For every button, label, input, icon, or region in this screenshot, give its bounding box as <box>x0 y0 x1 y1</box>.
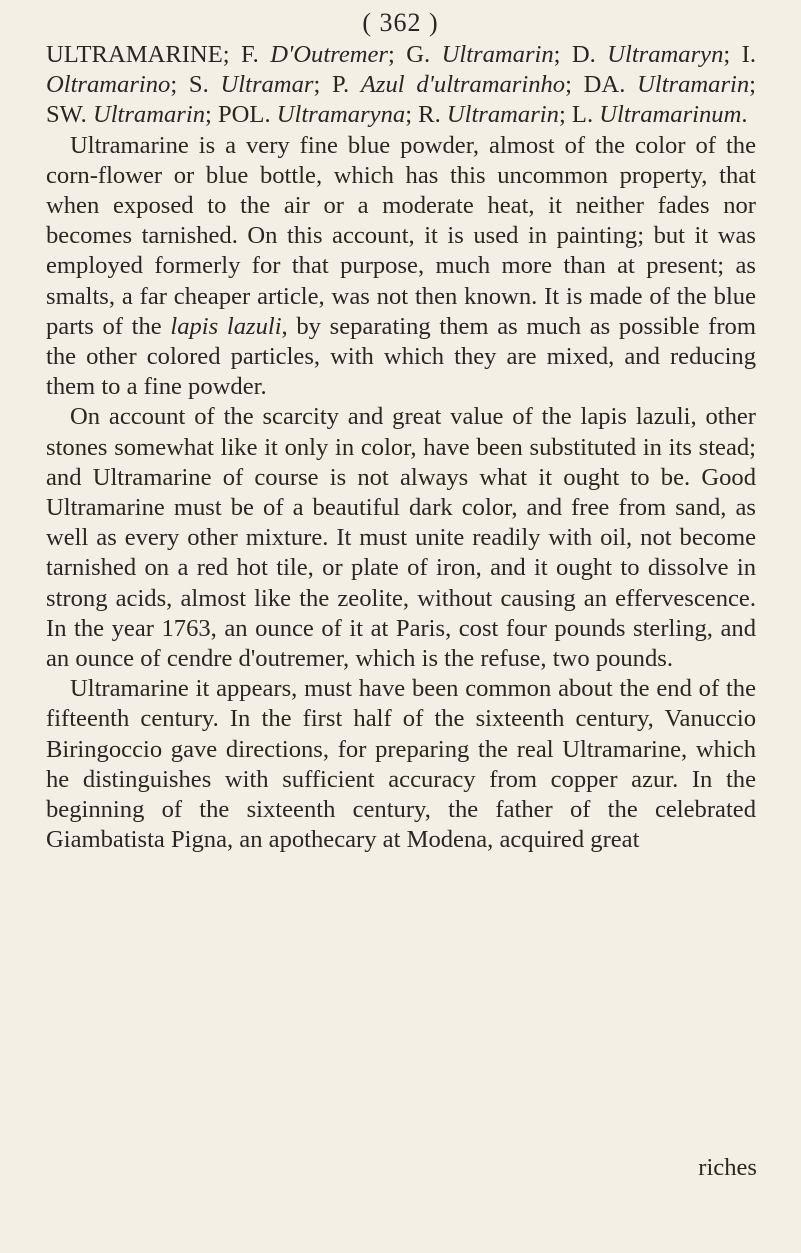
text-run: ; POL. <box>205 101 277 129</box>
italic-run: Ultramarin <box>92 101 205 129</box>
italic-run: D'Outremer <box>270 41 388 68</box>
italic-run: lapis lazuli <box>170 312 282 340</box>
italic-run: Ultramaryna <box>276 101 406 129</box>
italic-run: Ultramar <box>220 71 314 99</box>
text-run: ; S. <box>170 71 221 99</box>
text-run: On account of the scarcity and great value of the lapis lazuli, other stones somewhat like it only in color, have been substituted in its stead; and Ultramarine of course is not always what it ought to be. Good Ultramarine must be of a beautiful dark color, and free from sand, as well as every other mixture. It must unite readily with oil, not become tarnished on a red hot tile, or plate of iron, and it ought to dissolve in strong acids, almost like the zeolite, without causing an effervescence. In the year 1763, an ounce of it at Paris, cost four pounds sterling, and an ounce of cendre d'outremer, which is the refuse, two pounds. <box>46 403 756 673</box>
italic-run: Ultramarin <box>441 41 554 68</box>
text-run: ; R. <box>405 101 447 129</box>
text-run: ; L. <box>558 101 600 129</box>
italic-run: Ultramarinum <box>599 101 742 129</box>
text-run: ; DA. <box>565 71 638 99</box>
text-run: , by separating them as much as possible from the other colored particles, with which they are mixed, and reducing them to a fine powder. <box>46 312 756 401</box>
italic-run: Ultramarin <box>637 71 750 99</box>
body-paragraph-3 <box>46 674 756 855</box>
text-run: Ultramarine is a very fine blue powder, almost of the color of the corn-flower or blue bottle, which has this uncommon property, that when exposed to the air or a moderate heat, it neither fades nor becomes tarnished. On this account, it is used in painting; but it was employed formerly for that purpose, much more than at present; as smalts, a far cheaper article, was not then known. It is made of the blue parts of the <box>46 131 756 340</box>
italic-run: Ultramaryn <box>607 41 724 68</box>
body-paragraph-1 <box>46 131 756 403</box>
text-run: Ultramarine it appears, must have been common about the end of the fifteenth century. In the first half of the sixteenth century, Vanuccio Biringoccio gave directions, for preparing the real Ultramarine, which he distinguishes with sufficient accuracy from copper azur. In the beginning of the sixteenth century, the father of the celebrated Giambatista Pigna, an apothecary at Modena, acquired great <box>46 675 756 854</box>
italic-run: Oltramarino <box>46 71 171 99</box>
text-run: ; I. <box>723 41 756 68</box>
text-run: ULTRAMARINE; F. <box>46 41 271 68</box>
text-run: . <box>741 101 748 129</box>
body-paragraph-2 <box>46 402 756 674</box>
text-run: ; D. <box>553 41 608 68</box>
italic-run: Azul d'ultramarinho <box>360 71 566 99</box>
text-run: ; P. <box>313 71 361 99</box>
synonyms-paragraph <box>46 40 756 131</box>
text-run: ; G. <box>388 41 442 68</box>
catchword: riches <box>698 1154 757 1181</box>
text-run: ; SW. <box>46 71 756 129</box>
text-column <box>46 40 756 855</box>
page-number: ( 362 ) <box>362 8 439 37</box>
italic-run: Ultramarin <box>446 101 559 129</box>
